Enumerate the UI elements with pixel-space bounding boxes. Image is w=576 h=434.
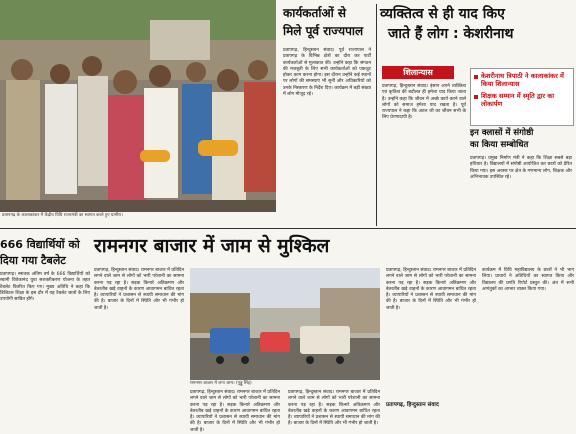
- bottom-right-body-col1: प्रतापगढ़, हिन्दुस्तान संवाद। रामनगर बाजार में प्रतिदिन लगने वाले जाम से लोगों को भारी परेशानी का सामना करना पड़ रहा है। सड़क किनारे अतिक्रमण और बेतरतीब खड़े वाहनों के कारण आवागमन बाधित रहता है। व्यापारियों ने प्रशासन से स्थायी समाधान की मांग की है। बाजार के दिनों में स्थिति और भी गंभीर हो जाती है।: [386, 268, 476, 311]
- highlight-item: [471, 69, 573, 90]
- street-photo: [190, 268, 380, 380]
- bottom-left-body: प्रतापगढ़। स्नातक अंतिम वर्ष के 666 विद्यार्थियों को स्वामी विवेकानंद युवा सशक्तीकरण योजना के तहत टैबलेट वितरित किए गए। मुख्य अतिथि ने कहा कि डिजिटल शिक्षा के इस दौर में यह टैबलेट छात्रों के लिए उपयोगी साबित होंगे।: [0, 272, 90, 303]
- bottom-main-body-col3: प्रतापगढ़, हिन्दुस्तान संवाद। रामनगर बाजार में प्रतिदिन लगने वाले जाम से लोगों को भारी परेशानी का सामना करना पड़ रहा है। सड़क किनारे अतिक्रमण और बेतरतीब खड़े वाहनों के कारण आवागमन बाधित रहता है। व्यापारियों ने प्रशासन से स्थायी समाधान की मांग की है। बाजार के दिनों में स्थिति और भी गंभीर हो जाती है।: [288, 390, 380, 427]
- bottom-right-body-col2: कार्यक्रम में विधि महाविद्यालय के छात्रों ने भी भाग लिया। प्राचार्य ने अतिथियों का स्वागत किया और विद्यालय की प्रगति रिपोर्ट प्रस्तुत की। अंत में सभी आगंतुकों का आभार व्यक्त किया गया।: [482, 268, 574, 292]
- column-divider: [376, 4, 377, 226]
- highlight-item: [471, 90, 573, 110]
- right-mid-body: प्रतापगढ़। प्रमुख निर्माण मंत्री ने कहा कि शिक्षा सबसे बड़ा हथियार है। विद्यालयों में संगोष्ठी आयोजित कर छात्रों को प्रेरित किया गया। इस अवसर पर क्षेत्र के गणमान्य लोग, शिक्षक और अभिभावक उपस्थित रहे।: [470, 156, 572, 180]
- right-mid-headline-2: का किया सम्बोधित: [470, 140, 529, 150]
- bottom-main-headline: रामनगर बाजार में जाम से मुश्किल: [94, 235, 330, 257]
- right-top-body: प्रतापगढ़, हिन्दुस्तान संवाद। इंसान अपने व्यक्तित्व एवं कृतित्व की बदौलत ही हमेशा याद किया जाता है। उन्होंने कहा कि जीवन में अच्छे कार्य करने वाले लोगों को समाज हमेशा याद रखता है। पूर्व राज्यपाल ने कहा कि अटल जी का जीवन सभी के लिए प्रेरणादायी है।: [382, 84, 466, 121]
- highlights-box: [470, 68, 574, 126]
- bullet-icon: [474, 95, 478, 99]
- section-tag: शिलान्यास: [382, 66, 454, 79]
- traffic-photo-caption: रामनगर बाजार में लगा जाम। (गुड्डू सिंह): [190, 381, 252, 386]
- bottom-left-headline-1: 666 विद्यार्थियों को: [0, 238, 80, 251]
- horizontal-divider: [0, 228, 576, 229]
- highlight-text: केशरीनाथ त्रिपाठी ने कालाकांकर में किया शिलान्यास: [481, 72, 564, 88]
- bullet-icon: [474, 75, 478, 79]
- left-article-headline-2: मिले पूर्व राज्यपाल: [283, 24, 364, 38]
- right-top-headline-2: जाते हैं लोग : केशरीनाथ: [388, 26, 514, 42]
- bottom-main-body-col1: प्रतापगढ़, हिन्दुस्तान संवाद। रामनगर बाजार में प्रतिदिन लगने वाले जाम से लोगों को भारी परेशानी का सामना करना पड़ रहा है। सड़क किनारे अतिक्रमण और बेतरतीब खड़े वाहनों के कारण आवागमन बाधित रहता है। व्यापारियों ने प्रशासन से स्थायी समाधान की मांग की है। बाजार के दिनों में स्थिति और भी गंभीर हो जाती है।: [94, 268, 184, 311]
- right-mid-headline-1: इन क्लासों में संगोष्ठी: [470, 128, 534, 138]
- highlight-text: शिक्षक सम्मान में स्मृति द्वार का लोकार्पण: [481, 92, 555, 108]
- bottom-main-body-col2: प्रतापगढ़, हिन्दुस्तान संवाद। रामनगर बाजार में प्रतिदिन लगने वाले जाम से लोगों को भारी परेशानी का सामना करना पड़ रहा है। सड़क किनारे अतिक्रमण और बेतरतीब खड़े वाहनों के कारण आवागमन बाधित रहता है। व्यापारियों ने प्रशासन से स्थायी समाधान की मांग की है। बाजार के दिनों में स्थिति और भी गंभीर हो जाती है।: [190, 390, 280, 433]
- bottom-left-headline-2: दिया गया टैबलेट: [0, 254, 66, 267]
- top-news-photo: [0, 0, 276, 212]
- left-article-headline-1: कार्यकर्ताओं से: [283, 6, 347, 20]
- right-top-headline-1: व्यक्तित्व से ही याद किए: [380, 6, 505, 22]
- traffic-jam-photo: [190, 268, 380, 380]
- top-photo-caption: प्रतापगढ़ के कालाकांकर में केंद्रीय विधि राज्यमंत्री का स्वागत करते हुए ग्रामीण।: [2, 213, 123, 218]
- bottom-right-byline: प्रतापगढ़, हिन्दुस्तान संवाद: [386, 402, 439, 408]
- crowd-photo: [0, 0, 276, 212]
- left-article-body: प्रतापगढ़, हिन्दुस्तान संवाद। पूर्व राज्यपाल ने प्रतापगढ़ के विभिन्न क्षेत्रों का दौरा कर पार्टी कार्यकर्ताओं से मुलाकात की। उन्होंने कहा कि संगठन की मजबूती के लिए सभी कार्यकर्ताओं को एकजुट होकर काम करना होगा। इस दौरान उन्होंने कई स्थानों पर लोगों की समस्याएं भी सुनीं और अधिकारियों को उनके निस्तारण के निर्देश दिए। कार्यक्रम में बड़ी संख्या में लोग मौजूद रहे।: [283, 48, 371, 98]
